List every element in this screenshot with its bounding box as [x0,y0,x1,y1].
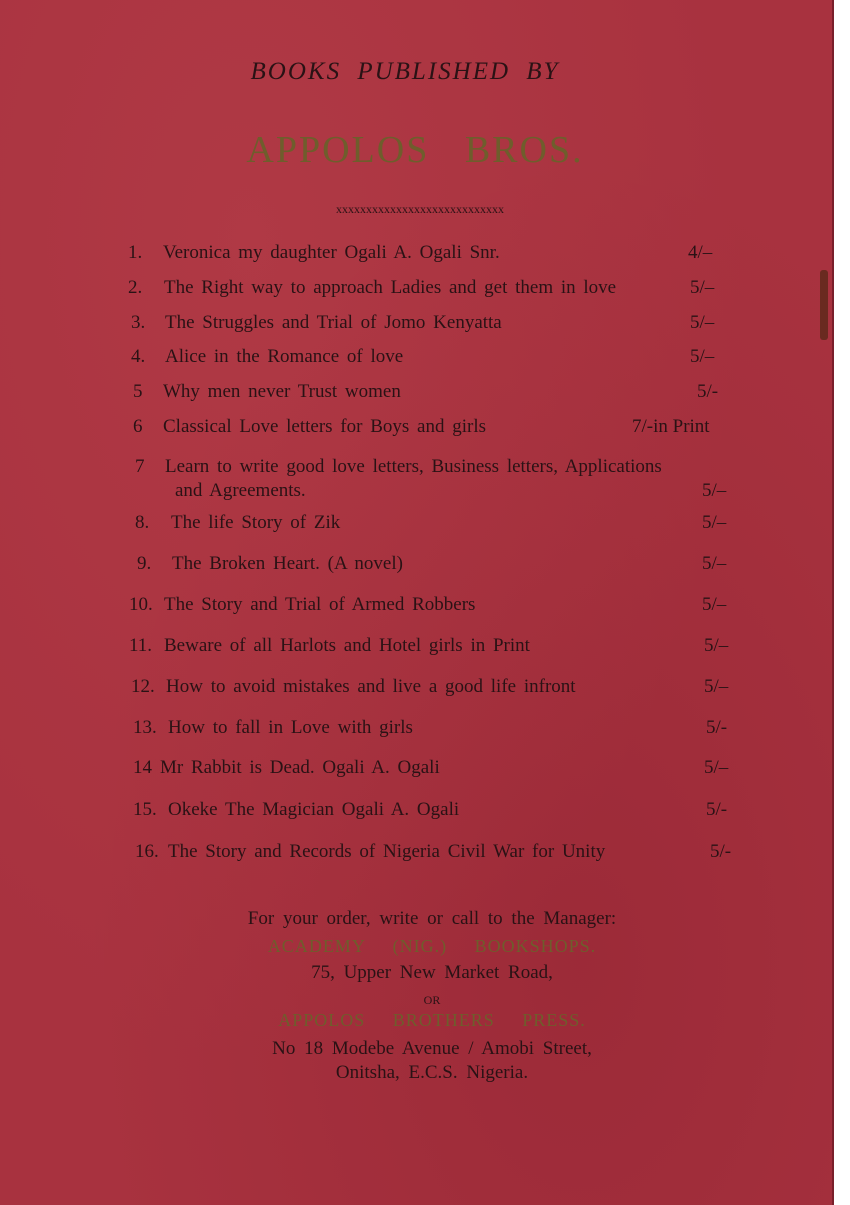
spine-mark [820,270,828,340]
book-number: 15. [133,799,157,820]
book-title-continued: and Agreements. [175,480,306,501]
book-title: Okeke The Magician Ogali A. Ogali [168,799,460,820]
book-price: 5/– [702,594,727,615]
book-price: 5/- [706,799,728,820]
book-price: 5/– [690,277,715,298]
book-number: 2. [128,277,143,298]
book-price: 7/-in Print [632,416,710,437]
book-title: Learn to write good love letters, Business letters, Applications [165,456,662,477]
press-address: No 18 Modebe Avenue / Amobi Street, [272,1038,592,1059]
book-title: Mr Rabbit is Dead. Ogali A. Ogali [160,757,440,778]
book-number: 5 [133,381,143,402]
shop-address: 75, Upper New Market Road, [311,962,553,983]
book-title: The Struggles and Trial of Jomo Kenyatta [165,312,502,333]
book-price: 5/- [706,717,728,738]
book-title: Why men never Trust women [163,381,401,402]
order-instruction: For your order, write or call to the Manager: [247,908,617,929]
publisher-name: APPOLOS BROS. [246,129,584,171]
book-price: 5/– [704,757,729,778]
press-name: APPOLOS BROTHERS PRESS. [278,1010,586,1030]
book-price: 5/- [710,841,732,862]
book-title: The Right way to approach Ladies and get them in love [164,277,617,298]
book-title: The Broken Heart. (A novel) [172,553,403,574]
city-line: Onitsha, E.C.S. Nigeria. [335,1062,529,1083]
book-title: Veronica my daughter Ogali A. Ogali Snr. [163,242,500,263]
book-price: 5/– [690,346,715,367]
book-price: 5/– [704,635,729,656]
book-number: 14 [133,757,152,778]
book-title: Beware of all Harlots and Hotel girls in Print [164,635,530,656]
book-title: How to avoid mistakes and live a good life infront [166,676,576,697]
book-number: 11. [129,635,153,656]
book-number: 10. [129,594,153,615]
book-number: 7 [135,456,145,477]
page-heading: BOOKS PUBLISHED BY [250,58,560,85]
book-number: 12. [131,676,155,697]
book-number: 1. [128,242,143,263]
book-number: 4. [131,346,146,367]
book-number: 9. [137,553,152,574]
book-title: Classical Love letters for Boys and girls [163,416,486,437]
book-price: 5/– [702,553,727,574]
divider-line: xxxxxxxxxxxxxxxxxxxxxxxxxxxx [336,202,504,216]
book-number: 6 [133,416,143,437]
book-price: 5/– [690,312,715,333]
book-price: 5/– [704,676,729,697]
book-title: How to fall in Love with girls [168,717,413,738]
book-number: 8. [135,512,150,533]
book-price: 4/– [688,242,713,263]
book-title: The Story and Records of Nigeria Civil War for Unity [168,841,606,862]
shop-name: ACADEMY (NIG.) BOOKSHOPS. [267,936,597,956]
or-separator: OR [423,993,441,1007]
book-number: 13. [133,717,157,738]
book-title: The Story and Trial of Armed Robbers [164,594,476,615]
book-price: 5/– [702,480,727,501]
book-price: 5/– [702,512,727,533]
book-number: 3. [131,312,146,333]
book-title: The life Story of Zik [171,512,341,533]
book-title: Alice in the Romance of love [165,346,404,367]
book-price: 5/- [697,381,719,402]
book-number: 16. [135,841,159,862]
